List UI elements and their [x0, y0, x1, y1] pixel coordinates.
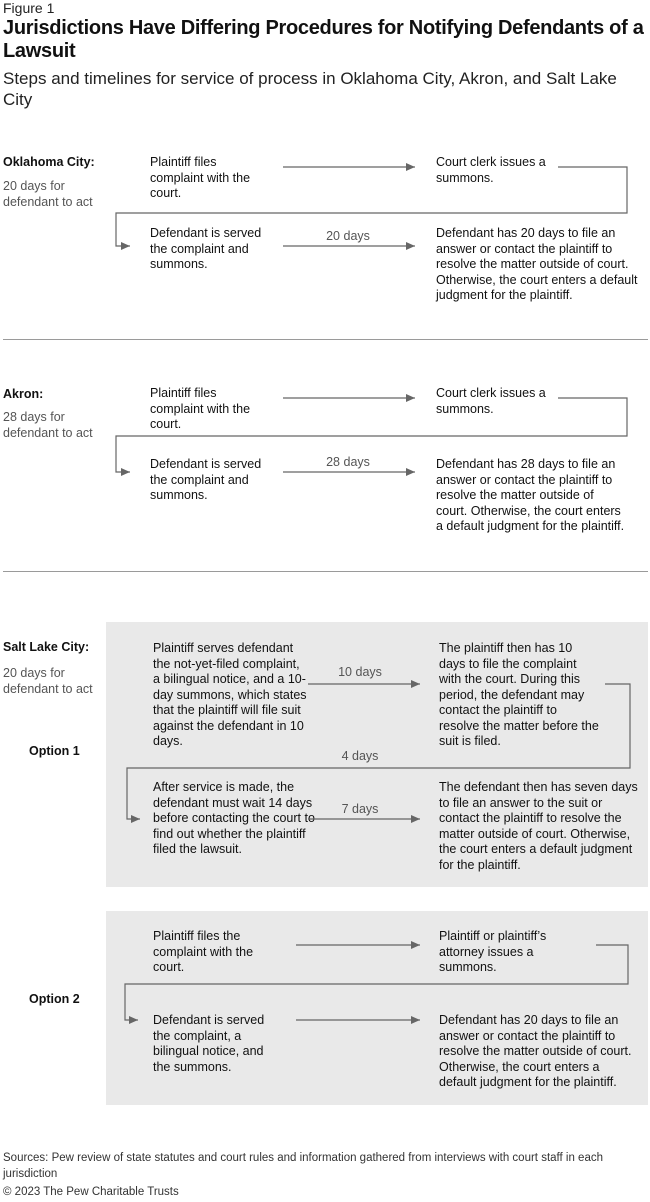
okc-step-3: Defendant is served the complaint and summons. [150, 226, 262, 271]
slc-opt2-step-1: Plaintiff files the complaint with the court. [153, 929, 254, 974]
slc-opt1-days-c: 7 days [341, 802, 379, 816]
option-1-label: Option 1 [29, 744, 80, 758]
slc-opt1-days-b: 4 days [341, 749, 379, 763]
sources-note: Sources: Pew review of state statutes and court rules and information gathered from interviews with court staff in each jurisdiction [3, 1152, 603, 1180]
okc-city-label: Oklahoma City: [3, 155, 95, 169]
slc-opt1-step-4: The defendant then has seven days to file an answer to the suit or contact the plaintiff to resolve the matter outside of court. Otherwise, the court enters a default judgment for the plaintiff. [439, 780, 638, 872]
slc-note: 20 days for defendant to act [3, 666, 93, 696]
okc-note: 20 days for defendant to act [3, 179, 93, 209]
slc-opt2-step-4: Defendant has 20 days to file an answer or contact the plaintiff to resolve the matter outside of court. Otherwise, the court enters a default judgment for the plaintiff. [439, 1013, 632, 1089]
copyright: © 2023 The Pew Charitable Trusts [3, 1186, 179, 1198]
akron-note: 28 days for defendant to act [3, 410, 93, 440]
akron-days-label: 28 days [326, 455, 370, 469]
okc-step-1: Plaintiff files complaint with the court. [150, 155, 251, 200]
okc-step-2: Court clerk issues a summons. [436, 155, 546, 185]
slc-opt1-days-a: 10 days [338, 665, 382, 679]
akron-step-1: Plaintiff files complaint with the court. [150, 386, 251, 431]
slc-opt1-step-1: Plaintiff serves defendant the not-yet-filed complaint, a bilingual notice, and a 10-day summons, which states that the plaintiff will file suit against the defendant in 10 days. [153, 641, 307, 748]
akron-step-2: Court clerk issues a summons. [436, 386, 546, 416]
figure-title: Jurisdictions Have Differing Procedures for Notifying Defendants of a Lawsuit [3, 17, 644, 62]
akron-city-label: Akron: [3, 387, 44, 401]
slc-city-label: Salt Lake City: [3, 640, 90, 654]
option-2-label: Option 2 [29, 992, 80, 1006]
slc-opt1-step-2: The plaintiff then has 10 days to file the complaint with the court. During this period, the defendant may contact the plaintiff to resolve the matter before the suit is filed. [439, 641, 599, 748]
akron-step-4: Defendant has 28 days to file an answer or contact the plaintiff to resolve the matter outside of court. Otherwise, the court enters a default judgment for the plaintiff. [436, 457, 625, 533]
okc-step-4: Defendant has 20 days to file an answer or contact the plaintiff to resolve the matter outside of court. Otherwise, the court enters a default judgment for the plaintiff. [436, 226, 638, 302]
akron-step-3: Defendant is served the complaint and summons. [150, 457, 262, 502]
slc-opt2-step-3: Defendant is served the complaint, a bilingual notice, and the summons. [153, 1013, 265, 1074]
divider-1 [3, 339, 648, 340]
slc-opt2-step-2: Plaintiff or plaintiff’s attorney issues a summons. [439, 929, 547, 974]
figure-subtitle: Steps and timelines for service of process in Oklahoma City, Akron, and Salt Lake City [3, 69, 617, 109]
slc-opt1-step-3: After service is made, the defendant must wait 14 days before contacting the court to find out whether the plaintiff filed the lawsuit. [153, 780, 315, 856]
okc-days-label: 20 days [326, 229, 370, 243]
divider-2 [3, 571, 648, 572]
figure-label: Figure 1 [3, 0, 55, 16]
